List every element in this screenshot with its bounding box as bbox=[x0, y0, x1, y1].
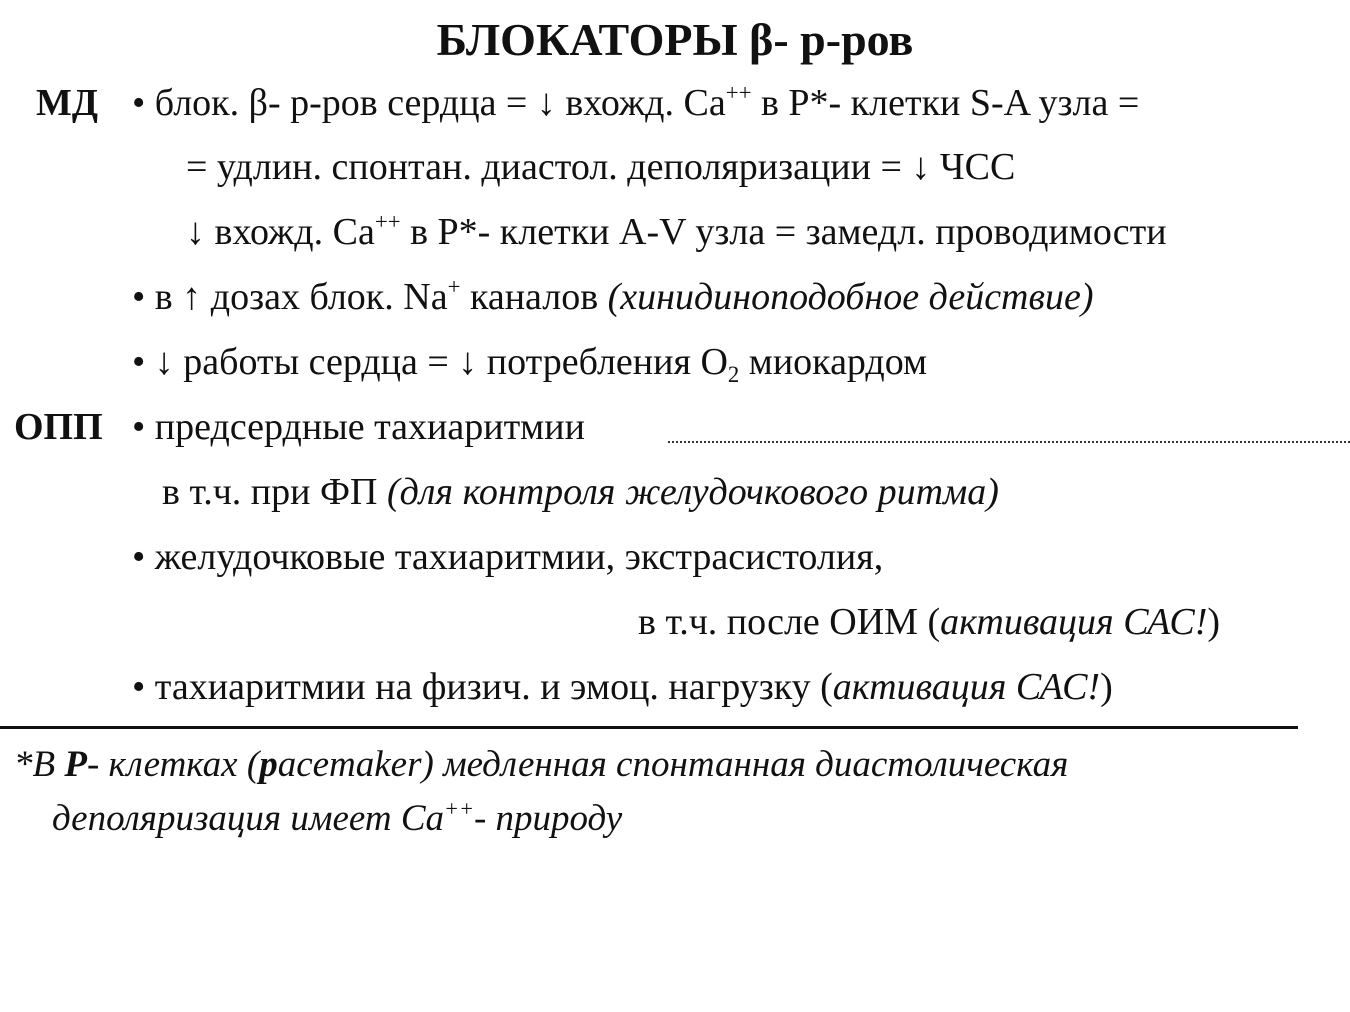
opp-line-1: • предсердные тахиаритмии bbox=[132, 406, 585, 448]
md-line-4-italic: (хинидиноподобное действие) bbox=[607, 276, 1094, 318]
opp-line-3: • желудочковые тахиаритмии, экстрасистолия, bbox=[132, 536, 884, 578]
md-line-3-text-b: в P*- клетки A-V узла = замедл. проводимости bbox=[400, 211, 1167, 253]
opp-line-4-text-b: ) bbox=[1207, 601, 1221, 643]
opp-line-4-text-a: в т.ч. после ОИМ ( bbox=[638, 601, 941, 643]
md-line-5-sub: 2 bbox=[727, 361, 740, 387]
slide-title: БЛОКАТОРЫ β- р-ров bbox=[436, 14, 914, 65]
opp-line-4 bbox=[638, 597, 1220, 647]
dotted-leader bbox=[668, 441, 1350, 443]
md-line-1 bbox=[132, 78, 1139, 133]
opp-line-4-italic: активация САС! bbox=[940, 601, 1208, 643]
footnote-text-2: - клетках ( bbox=[86, 744, 260, 785]
opp-line-2-text: в т.ч. при ФП bbox=[162, 471, 387, 513]
md-line-1-text-b: в P*- клетки S-A узла = bbox=[751, 82, 1140, 124]
footnote-bold-p: Р bbox=[64, 744, 87, 785]
footnote-line-1 bbox=[14, 740, 1068, 790]
md-line-4-sup: + bbox=[447, 274, 461, 300]
opp-line-5-text-b: ) bbox=[1100, 666, 1113, 708]
opp-line-5-italic: активация САС! bbox=[832, 666, 1101, 708]
footnote-line-2 bbox=[52, 794, 622, 848]
md-line-3-sup: ++ bbox=[374, 209, 401, 235]
md-line-1-sup: ++ bbox=[725, 80, 752, 106]
md-line-2: = удлин. спонтан. диастол. деполяризации = ↓ ЧСС bbox=[186, 146, 1016, 188]
label-md: МД bbox=[36, 82, 99, 124]
footnote-text-1: *В bbox=[14, 744, 65, 785]
footnote-text-3: acemaker) медленная спонтанная диастолическая bbox=[277, 744, 1069, 785]
divider-rule bbox=[0, 726, 1298, 729]
md-line-4-text-b: каналов bbox=[460, 276, 608, 318]
md-line-3 bbox=[186, 207, 1167, 262]
footnote-line-2-text-b: - природу bbox=[473, 798, 623, 839]
footnote-line-2-text-a: деполяризация имеет Ca bbox=[52, 798, 445, 839]
footnote-line-2-sup: ++ bbox=[444, 795, 474, 821]
opp-line-5-text-a: • тахиаритмии на физич. и эмоц. нагрузку ( bbox=[132, 666, 833, 708]
md-line-3-text-a: ↓ вхожд. Ca bbox=[186, 211, 375, 253]
md-line-5 bbox=[132, 337, 927, 392]
md-line-1-text-a: • блок. β- р-ров сердца = ↓ вхожд. Ca bbox=[132, 82, 726, 124]
opp-line-2-italic: (для контроля желудочкового ритма) bbox=[386, 471, 999, 513]
opp-line-2 bbox=[162, 467, 999, 517]
md-line-5-text-a: • ↓ работы сердца = ↓ потребления O bbox=[132, 341, 728, 383]
footnote-bold-pacemaker-p: p bbox=[259, 744, 278, 785]
opp-line-5 bbox=[132, 662, 1113, 712]
md-line-4 bbox=[132, 272, 1094, 327]
label-opp: ОПП bbox=[14, 406, 103, 448]
md-line-5-text-b: миокардом bbox=[739, 341, 928, 383]
md-line-4-text-a: • в ↑ дозах блок. Na bbox=[132, 276, 448, 318]
